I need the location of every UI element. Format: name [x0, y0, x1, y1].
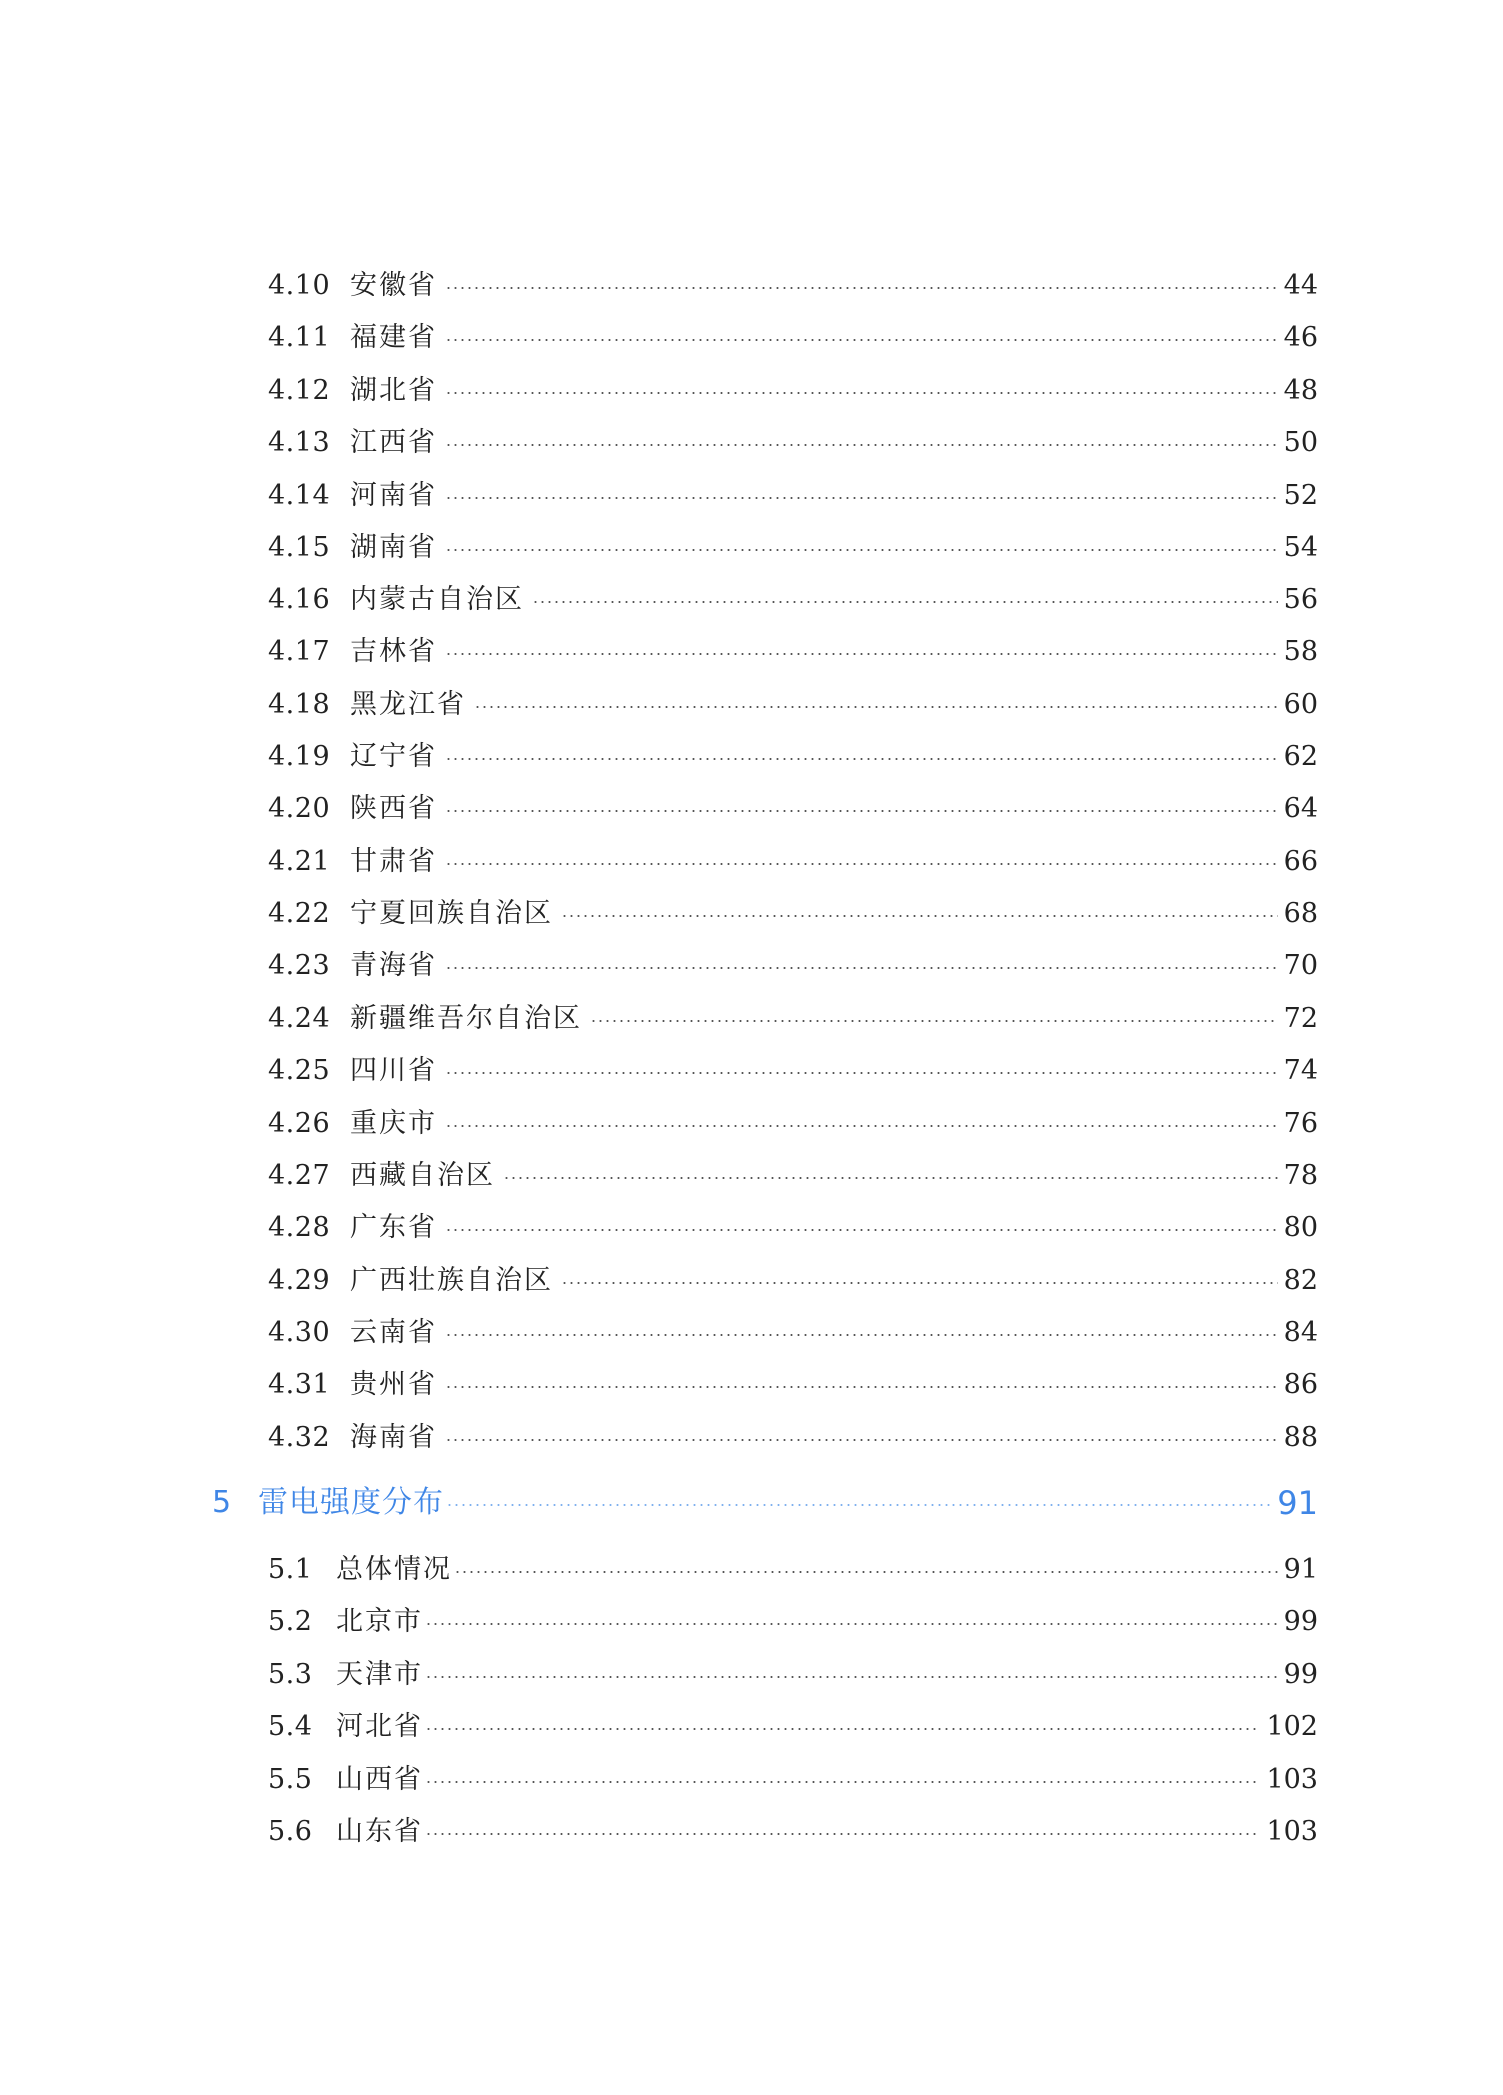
- toc-entry-number: 5.6: [268, 1816, 313, 1847]
- dot-leader: [446, 1503, 1273, 1507]
- dot-leader: [425, 1622, 1278, 1626]
- toc-entry-page: 84: [1283, 1317, 1318, 1348]
- toc-entry-page: 66: [1283, 846, 1318, 877]
- toc-entry-4-28[interactable]: [268, 1208, 1318, 1248]
- dot-leader: [590, 1019, 1278, 1023]
- toc-chapter-page: 91: [1277, 1484, 1318, 1522]
- toc-entry-title: 山东省: [336, 1816, 423, 1847]
- toc-entry-number: 4.18: [268, 689, 331, 720]
- toc-entry-number: 4.26: [268, 1108, 331, 1139]
- toc-entry-5-1[interactable]: [268, 1550, 1318, 1590]
- toc-entry-5-4[interactable]: [268, 1707, 1318, 1747]
- toc-entry-4-21[interactable]: [268, 842, 1318, 882]
- toc-entry-page: 78: [1283, 1160, 1318, 1191]
- toc-entry-title: 云南省: [350, 1317, 437, 1348]
- toc-entry-title: 西藏自治区: [350, 1160, 495, 1191]
- toc-entry-number: 4.11: [268, 322, 331, 353]
- toc-entry-page: 58: [1283, 636, 1318, 667]
- toc-entry-title: 宁夏回族自治区: [350, 898, 553, 929]
- toc-entry-page: 64: [1283, 793, 1318, 824]
- toc-entry-title: 贵州省: [350, 1369, 437, 1400]
- toc-chapter-5[interactable]: [212, 1479, 1318, 1527]
- toc-entry-page: 50: [1283, 427, 1318, 458]
- toc-entry-page: 72: [1283, 1003, 1318, 1034]
- dot-leader: [445, 1333, 1278, 1337]
- toc-entry-number: 5.3: [268, 1659, 313, 1690]
- toc-entry-title: 安徽省: [350, 270, 437, 301]
- toc-entry-4-26[interactable]: [268, 1104, 1318, 1144]
- toc-entry-page: 102: [1266, 1711, 1318, 1742]
- toc-entry-5-3[interactable]: [268, 1655, 1318, 1695]
- dot-leader: [532, 600, 1278, 604]
- toc-entry-page: 68: [1283, 898, 1318, 929]
- dot-leader: [445, 809, 1278, 813]
- toc-entry-number: 4.31: [268, 1369, 331, 1400]
- dot-leader: [445, 757, 1278, 761]
- dot-leader: [445, 966, 1278, 970]
- toc-entry-number: 4.29: [268, 1265, 331, 1296]
- toc-entry-title: 天津市: [336, 1659, 423, 1690]
- dot-leader: [454, 1570, 1278, 1574]
- toc-entry-number: 5.4: [268, 1711, 313, 1742]
- dot-leader: [445, 862, 1278, 866]
- dot-leader: [425, 1780, 1260, 1784]
- toc-entry-title: 新疆维吾尔自治区: [350, 1003, 582, 1034]
- dot-leader: [445, 652, 1278, 656]
- dot-leader: [561, 1281, 1278, 1285]
- toc-entry-title: 广东省: [350, 1212, 437, 1243]
- toc-entry-number: 4.23: [268, 950, 331, 981]
- dot-leader: [445, 548, 1278, 552]
- toc-chapter-number: 5: [212, 1485, 232, 1520]
- toc-entry-page: 46: [1283, 322, 1318, 353]
- toc-entry-title: 四川省: [350, 1055, 437, 1086]
- toc-entry-title: 江西省: [350, 427, 437, 458]
- toc-entry-4-29[interactable]: [268, 1261, 1318, 1301]
- toc-entry-title: 黑龙江省: [350, 689, 466, 720]
- toc-entry-page: 70: [1283, 950, 1318, 981]
- toc-entry-4-14[interactable]: [268, 476, 1318, 516]
- toc-entry-4-30[interactable]: [268, 1313, 1318, 1353]
- toc-entry-title: 青海省: [350, 950, 437, 981]
- toc-chapter-title: 雷电强度分布: [258, 1485, 444, 1520]
- toc-entry-4-16[interactable]: [268, 580, 1318, 620]
- toc-entry-page: 52: [1283, 480, 1318, 511]
- toc-entry-page: 103: [1266, 1816, 1318, 1847]
- toc-entry-4-22[interactable]: [268, 894, 1318, 934]
- toc-entry-4-13[interactable]: [268, 423, 1318, 463]
- toc-entry-title: 辽宁省: [350, 741, 437, 772]
- toc-entry-4-15[interactable]: [268, 528, 1318, 568]
- toc-entry-5-5[interactable]: [268, 1760, 1318, 1800]
- toc-entry-page: 62: [1283, 741, 1318, 772]
- toc-entry-number: 5.2: [268, 1606, 313, 1637]
- dot-leader: [425, 1727, 1260, 1731]
- toc-entry-4-31[interactable]: [268, 1365, 1318, 1405]
- dot-leader: [561, 914, 1278, 918]
- dot-leader: [445, 286, 1278, 290]
- toc-entry-number: 4.21: [268, 846, 331, 877]
- dot-leader: [445, 391, 1278, 395]
- toc-entry-number: 5.5: [268, 1764, 313, 1795]
- dot-leader: [503, 1176, 1278, 1180]
- toc-entry-page: 80: [1283, 1212, 1318, 1243]
- dot-leader: [445, 496, 1278, 500]
- toc-entry-number: 4.16: [268, 584, 331, 615]
- toc-entry-number: 4.17: [268, 636, 331, 667]
- toc-entry-page: 48: [1283, 375, 1318, 406]
- toc-entry-4-25[interactable]: [268, 1051, 1318, 1091]
- toc-entry-page: 60: [1283, 689, 1318, 720]
- toc-entry-number: 4.20: [268, 793, 331, 824]
- dot-leader: [445, 1385, 1278, 1389]
- toc-entry-4-12[interactable]: [268, 371, 1318, 411]
- toc-entry-5-6[interactable]: [268, 1812, 1318, 1852]
- toc-entry-title: 山西省: [336, 1764, 423, 1795]
- dot-leader: [445, 338, 1278, 342]
- toc-entry-title: 北京市: [336, 1606, 423, 1637]
- dot-leader: [445, 1124, 1278, 1128]
- toc-entry-4-32[interactable]: [268, 1418, 1318, 1458]
- toc-entry-page: 76: [1283, 1108, 1318, 1139]
- toc-entry-title: 湖南省: [350, 532, 437, 563]
- toc-entry-title: 河北省: [336, 1711, 423, 1742]
- dot-leader: [425, 1832, 1260, 1836]
- toc-entry-number: 5.1: [268, 1554, 313, 1585]
- toc-entry-4-24[interactable]: [268, 999, 1318, 1039]
- toc-entry-page: 86: [1283, 1369, 1318, 1400]
- toc-entry-number: 4.12: [268, 375, 331, 406]
- toc-entry-title: 陕西省: [350, 793, 437, 824]
- toc-entry-number: 4.10: [268, 270, 331, 301]
- toc-entry-4-23[interactable]: [268, 946, 1318, 986]
- dot-leader: [445, 1438, 1278, 1442]
- toc-entry-number: 4.14: [268, 480, 331, 511]
- toc-entry-4-17[interactable]: [268, 632, 1318, 672]
- toc-entry-number: 4.22: [268, 898, 331, 929]
- toc-entry-title: 海南省: [350, 1422, 437, 1453]
- toc-entry-number: 4.27: [268, 1160, 331, 1191]
- toc-entry-number: 4.24: [268, 1003, 331, 1034]
- toc-entry-number: 4.19: [268, 741, 331, 772]
- dot-leader: [445, 1071, 1278, 1075]
- dot-leader: [445, 1228, 1278, 1232]
- toc-entry-page: 44: [1283, 270, 1318, 301]
- toc-entry-page: 99: [1283, 1606, 1318, 1637]
- toc-entry-title: 重庆市: [350, 1108, 437, 1139]
- toc-entry-page: 91: [1283, 1554, 1318, 1585]
- toc-entry-4-20[interactable]: [268, 789, 1318, 829]
- toc-entry-title: 福建省: [350, 322, 437, 353]
- toc-entry-title: 总体情况: [336, 1554, 452, 1585]
- toc-entry-4-27[interactable]: [268, 1156, 1318, 1196]
- toc-entry-page: 82: [1283, 1265, 1318, 1296]
- toc-entry-number: 4.25: [268, 1055, 331, 1086]
- toc-entry-page: 88: [1283, 1422, 1318, 1453]
- dot-leader: [474, 705, 1278, 709]
- toc-entry-title: 河南省: [350, 480, 437, 511]
- toc-entry-4-10[interactable]: [268, 266, 1318, 306]
- toc-entry-page: 99: [1283, 1659, 1318, 1690]
- toc-entry-number: 4.28: [268, 1212, 331, 1243]
- toc-entry-page: 54: [1283, 532, 1318, 563]
- toc-entry-5-2[interactable]: [268, 1602, 1318, 1642]
- toc-entry-title: 吉林省: [350, 636, 437, 667]
- toc-entry-title: 甘肃省: [350, 846, 437, 877]
- toc-entry-number: 4.30: [268, 1317, 331, 1348]
- toc-entry-title: 湖北省: [350, 375, 437, 406]
- toc-entry-title: 内蒙古自治区: [350, 584, 524, 615]
- toc-entry-page: 56: [1283, 584, 1318, 615]
- toc-entry-4-11[interactable]: [268, 318, 1318, 358]
- toc-entry-page: 103: [1266, 1764, 1318, 1795]
- dot-leader: [445, 443, 1278, 447]
- toc-entry-number: 4.13: [268, 427, 331, 458]
- toc-entry-page: 74: [1283, 1055, 1318, 1086]
- toc-entry-title: 广西壮族自治区: [350, 1265, 553, 1296]
- dot-leader: [425, 1675, 1278, 1679]
- toc-entry-number: 4.15: [268, 532, 331, 563]
- toc-entry-4-19[interactable]: [268, 737, 1318, 777]
- toc-entry-4-18[interactable]: [268, 685, 1318, 725]
- toc-entry-number: 4.32: [268, 1422, 331, 1453]
